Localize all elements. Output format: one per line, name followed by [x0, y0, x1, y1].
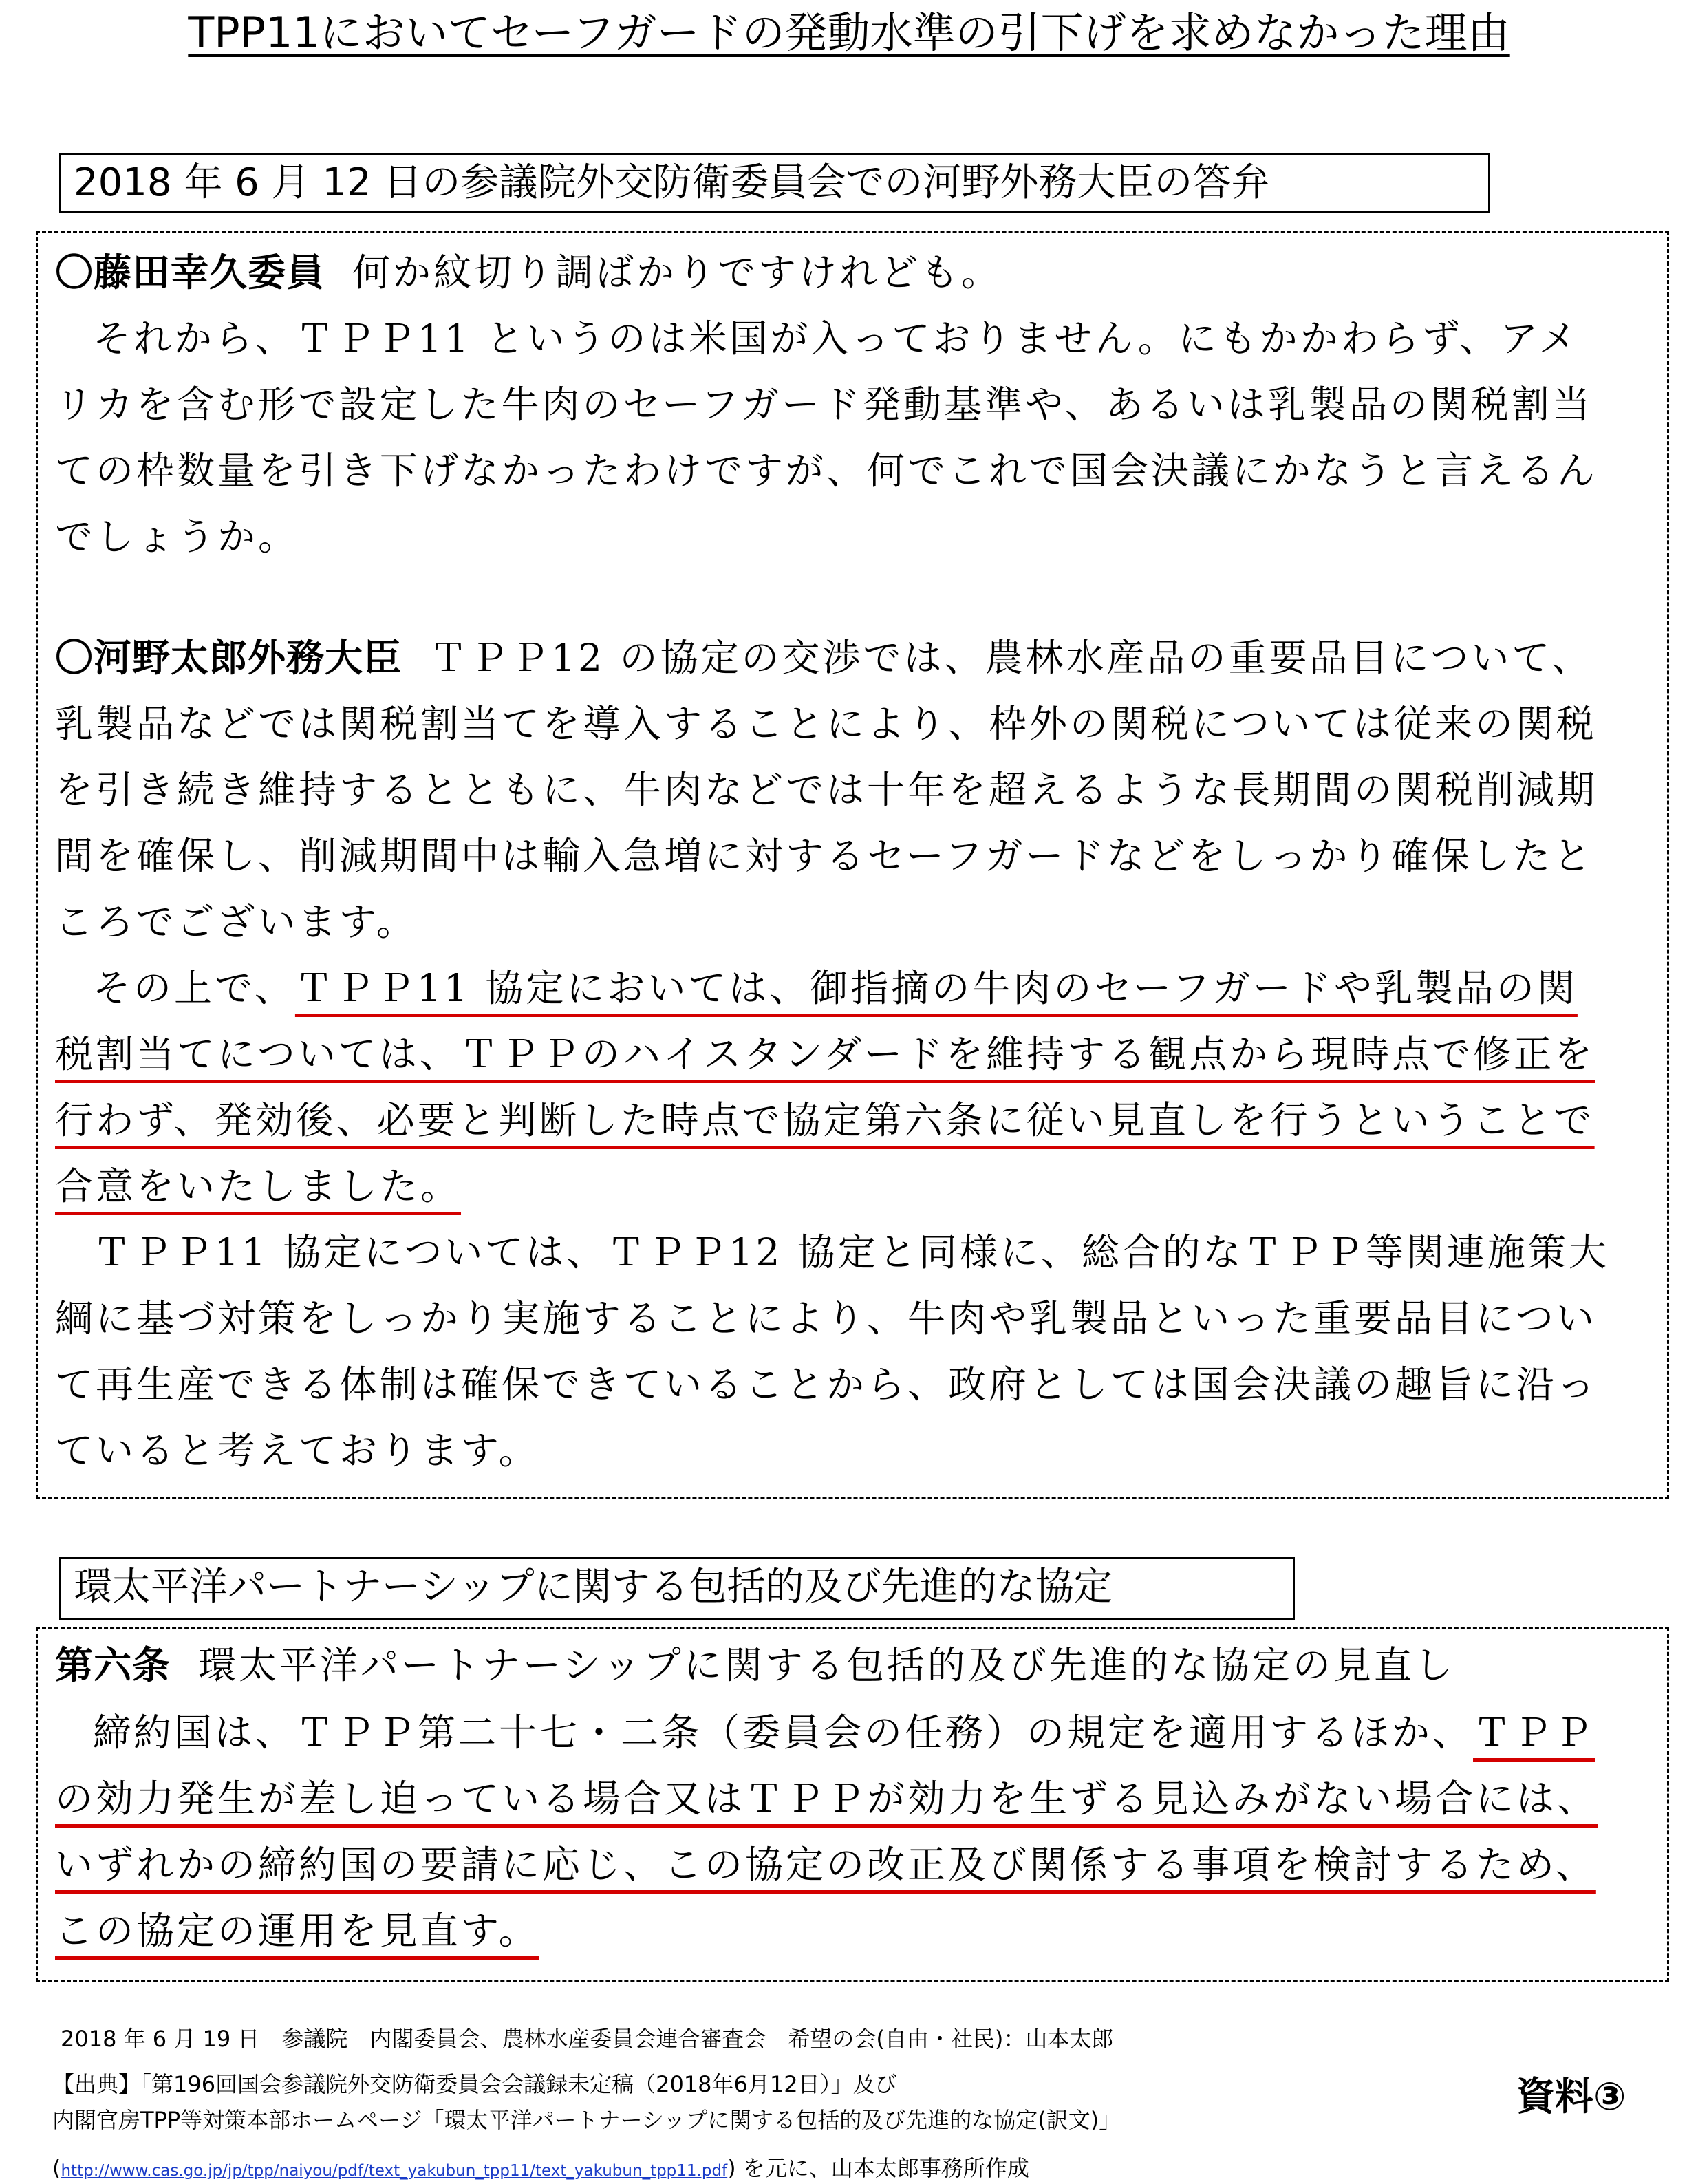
article-text-1: 締約国は、ＴＰＰ第二十七・二条（委員会の任務）の規定を適用するほか、 [93, 1711, 1474, 1755]
answer3-line-3: て再生産できる体制は確保できていることから、政府としては国会決議の趣旨に沿っ [55, 1362, 1598, 1406]
answer2-line-3 [55, 1090, 1651, 1144]
answer-line-4: 間を確保し、削減期間中は輸入急増に対するセーフガードなどをしっかり確保したと [55, 834, 1594, 878]
answer2-underlined-2: 税割当てについては、ＴＰＰのハイスタンダードを維持する観点から現時点で修正を [55, 1032, 1595, 1076]
answer3-line-1: ＴＰＰ11 協定については、ＴＰＰ12 協定と同様に、総合的なＴＰＰ等関連施策大 [93, 1230, 1609, 1274]
answer-line-5: ころでございます。 [55, 900, 418, 944]
page-title-text: TPP11においてセーフガードの発動水準の引下げを求めなかった理由 [188, 8, 1510, 58]
footer-source [52, 2066, 1121, 2138]
article-line-1 [55, 1702, 1689, 1757]
document-label: 資料③ [1516, 2075, 1626, 2119]
questioner-name: 〇藤田幸久委員 [55, 250, 325, 295]
section-heading-agreement: 環太平洋パートナーシップに関する包括的及び先進的な協定 [59, 1557, 1295, 1620]
footer-source-line-1: 【出典】「第196回国会参議院外交防衛委員会会議録未定稿（2018年6月12日）」及び [52, 2071, 897, 2097]
article-title-line [55, 1635, 1651, 1689]
answer-text-1: ＴＰＰ12 の協定の交渉では、農林水産品の重要品目について、 [429, 636, 1593, 680]
answer2-underlined-3: 行わず、発効後、必要と判断した時点で協定第六条に従い見直しを行うということで [55, 1098, 1595, 1142]
article-underlined-1: の効力発生が差し迫っている場合又はＴＰＰが効力を生ずる見込みがない場合には、 [55, 1777, 1598, 1821]
answer2-underlined-1: ＴＰＰ11 協定においては、御指摘の牛肉のセーフガードや乳製品の関 [294, 966, 1578, 1010]
page-title [0, 6, 1698, 61]
answer3-line-4: ていると考えております。 [55, 1428, 539, 1473]
footer-url-close: ) [727, 2155, 736, 2181]
question-line-5: でしょうか。 [55, 515, 299, 559]
answer2-underlined-4: 合意をいたしました。 [55, 1164, 462, 1208]
article-underlined-2: いずれかの締約国の要請に応じ、この協定の改正及び関係する事項を検討するため、 [55, 1843, 1596, 1887]
footer-url-link[interactable]: http://www.cas.go.jp/jp/tpp/naiyou/pdf/text_yakubun_tpp11/text_yakubun_tpp11.pdf [61, 2162, 728, 2180]
answer2-line-1 [55, 958, 1689, 1012]
answer-line-3: を引き続き維持するとともに、牛肉などでは十年を超えるような長期間の関税削減期 [55, 768, 1598, 812]
article-underlined-3: この協定の運用を見直す。 [55, 1909, 539, 1953]
answer-line-2: 乳製品などでは関税割当てを導入することにより、枠外の関税については従来の関税 [55, 702, 1597, 746]
answer2-prefix: その上で、 [93, 966, 295, 1010]
answer2-line-4 [55, 1156, 1651, 1210]
question-line-3: リカを含む形で設定した牛肉のセーフガード発動基準や、あるいは乳製品の関税割当 [55, 383, 1593, 427]
footer-source-line-2: 内閣官房TPP等対策本部ホームページ「環太平洋パートナーシップに関する包括的及び先進的な協定(訳文)」 [52, 2107, 1121, 2133]
article-line-2 [55, 1768, 1651, 1823]
question-line-1 [55, 242, 1651, 297]
article-label: 第六条 [55, 1643, 171, 1687]
footer-url-suffix: を元に、山本太郎事務所作成 [742, 2155, 1029, 2181]
answer2-line-2 [55, 1024, 1651, 1078]
section-heading-testimony: 2018 年 6 月 12 日の参議院外交防衛委員会での河野外務大臣の答弁 [59, 153, 1490, 213]
article-line-4 [55, 1901, 1651, 1955]
answerer-name: 〇河野太郎外務大臣 [55, 636, 402, 680]
footer-date-line: 2018 年 6 月 19 日 参議院 内閣委員会、農林水産委員会連合審査会 希望の会(自由・社民)：山本太郎 [61, 2026, 1114, 2052]
article-line-3 [55, 1834, 1651, 1889]
footer-link-line [52, 2151, 1029, 2183]
question-text-1: 何か紋切り調ばかりですけれども。 [352, 250, 1002, 295]
question-line-4: ての枠数量を引き下げなかったわけですが、何でこれで国会決議にかなうと言えるん [55, 449, 1598, 493]
question-line-2: それから、ＴＰＰ11 というのは米国が入っておりません。にもかかわらず、アメ [93, 317, 1580, 361]
article-title: 環太平洋パートナーシップに関する包括的及び先進的な協定の見直し [198, 1643, 1455, 1687]
answer3-line-2: 綱に基づ対策をしっかり実施することにより、牛肉や乳製品といった重要品目につい [55, 1296, 1597, 1340]
footer-url-open: ( [52, 2155, 61, 2181]
answer-line-1 [55, 628, 1651, 682]
article-underlined-0: ＴＰＰ [1473, 1711, 1595, 1755]
